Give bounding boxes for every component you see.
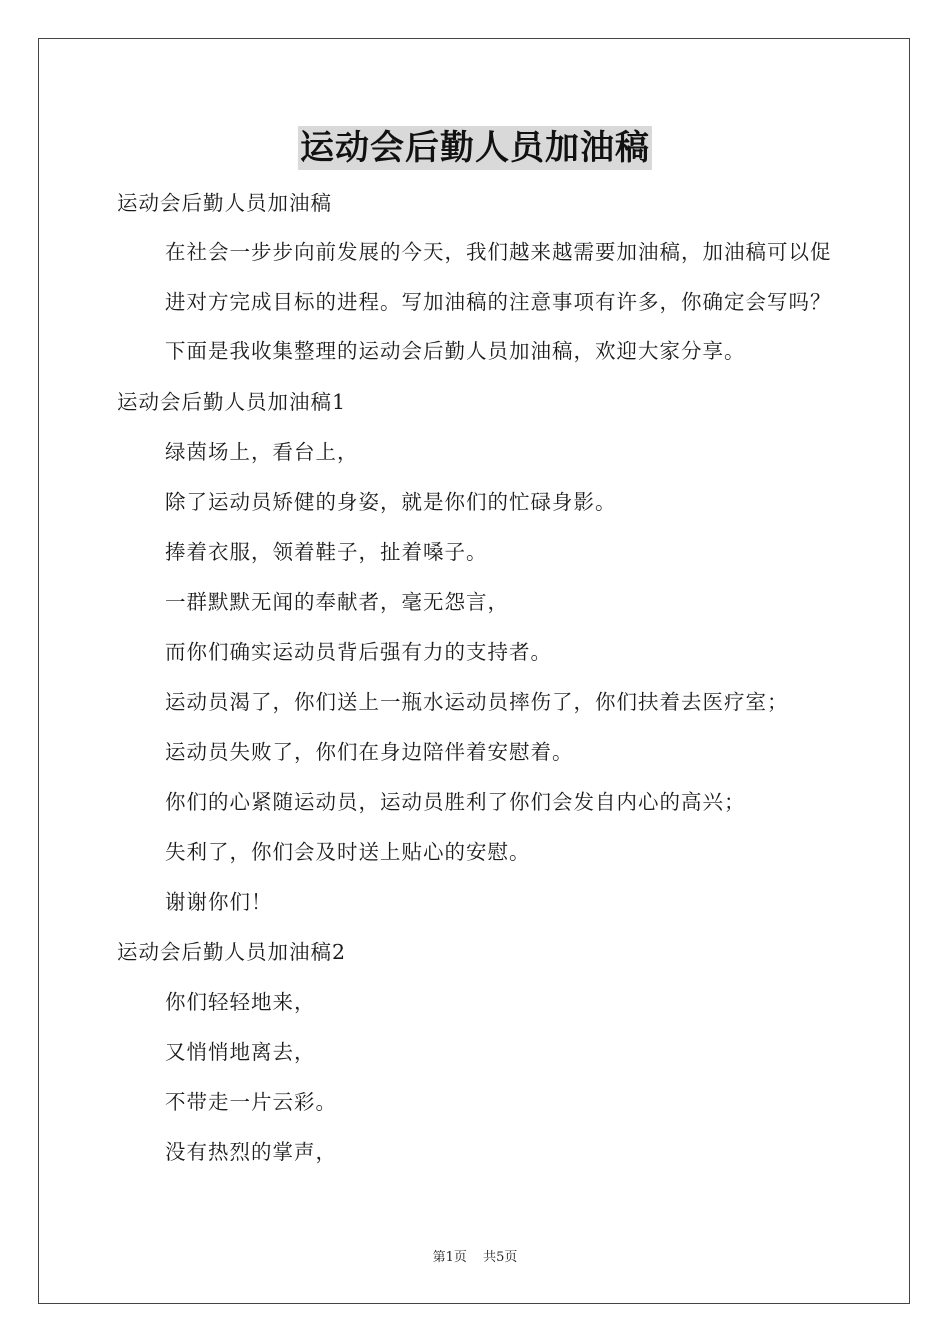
- body-paragraph: 谢谢你们！: [165, 889, 273, 914]
- page-total: 共5页: [483, 1250, 518, 1265]
- body-paragraph: 不带走一片云彩。: [165, 1089, 337, 1114]
- body-paragraph: 没有热烈的掌声，: [165, 1139, 337, 1164]
- body-paragraph: 运动员渴了，你们送上一瓶水运动员摔伤了，你们扶着去医疗室；: [165, 689, 789, 714]
- section-heading: 运动会后勤人员加油稿: [117, 191, 332, 215]
- body-paragraph: 捧着衣服，领着鞋子，扯着嗓子。: [165, 539, 488, 564]
- body-paragraph: 在社会一步步向前发展的今天，我们越来越需要加油稿，加油稿可以促进对方完成目标的进程。写加油稿的注意事项有许多，你确定会写吗？下面是我收集整理的运动会后勤人员加油稿，欢迎大家分享。: [165, 240, 832, 363]
- body-paragraph: 运动员失败了，你们在身边陪伴着安慰着。: [165, 739, 574, 764]
- body-paragraph: 失利了，你们会及时送上贴心的安慰。: [165, 839, 531, 864]
- page-footer: [0, 1246, 950, 1265]
- page-number: 第1页: [432, 1250, 467, 1265]
- body-paragraph: 你们的心紧随运动员，运动员胜利了你们会发自内心的高兴；: [165, 789, 746, 814]
- section-heading: 运动会后勤人员加油稿2: [117, 939, 347, 964]
- section-heading: 运动会后勤人员加油稿1: [117, 389, 347, 414]
- title-container: [0, 126, 950, 170]
- body-paragraph: 你们轻轻地来，: [165, 989, 316, 1014]
- document-body: [117, 178, 852, 1177]
- body-paragraph: 一群默默无闻的奉献者，毫无怨言，: [165, 589, 509, 614]
- body-paragraph: 除了运动员矫健的身姿，就是你们的忙碌身影。: [165, 489, 617, 514]
- document-title: 运动会后勤人员加油稿: [300, 128, 650, 168]
- body-paragraph: 绿茵场上，看台上，: [165, 439, 359, 464]
- body-paragraph: 而你们确实运动员背后强有力的支持者。: [165, 639, 552, 664]
- body-paragraph: 又悄悄地离去，: [165, 1039, 316, 1064]
